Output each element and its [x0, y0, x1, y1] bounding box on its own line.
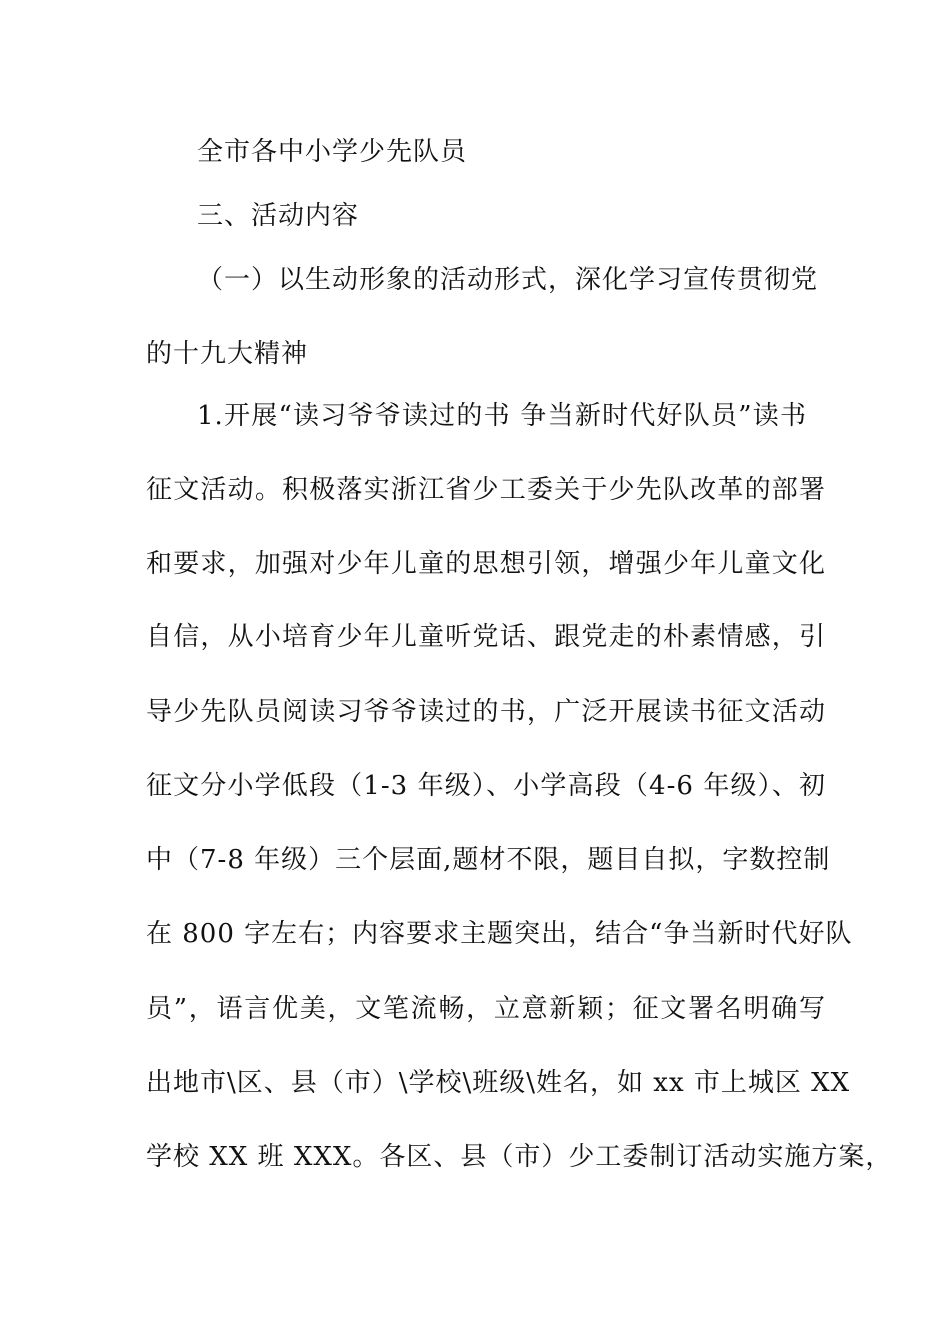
body-line: 导少先队员阅读习爷爷读过的书，广泛开展读书征文活动: [146, 697, 826, 727]
body-line: 中（7-8 年级）三个层面,题材不限，题目自拟，字数控制: [146, 845, 831, 875]
body-line: 自信，从小培育少年儿童听党话、跟党走的朴素情感，引: [146, 622, 826, 652]
subsection-heading-line-2: 的十九大精神: [146, 339, 309, 369]
body-line: 出地市\区、县（市）\学校\班级\姓名，如 xx 市上城区 XX: [146, 1068, 851, 1098]
item-1-line-1: 1.开展“读习爷爷读过的书 争当新时代好队员”读书: [197, 401, 807, 431]
section-heading: 三、活动内容: [197, 201, 360, 231]
body-line: 征文分小学低段（1-3 年级）、小学高段（4-6 年级）、初: [146, 771, 826, 801]
body-line: 员”，语言优美，文笔流畅，立意新颖；征文署名明确写: [146, 994, 826, 1024]
body-line: 学校 XX 班 XXX。各区、县（市）少工委制订活动实施方案，: [146, 1142, 893, 1172]
audience-line: 全市各中小学少先队员: [197, 137, 468, 167]
body-line: 征文活动。积极落实浙江省少工委关于少先队改革的部署: [146, 475, 826, 505]
body-line: 和要求，加强对少年儿童的思想引领，增强少年儿童文化: [146, 549, 826, 579]
subsection-heading-line-1: （一）以生动形象的活动形式，深化学习宣传贯彻党: [197, 265, 819, 295]
body-line: 在 800 字左右；内容要求主题突出，结合“争当新时代好队: [146, 919, 853, 949]
